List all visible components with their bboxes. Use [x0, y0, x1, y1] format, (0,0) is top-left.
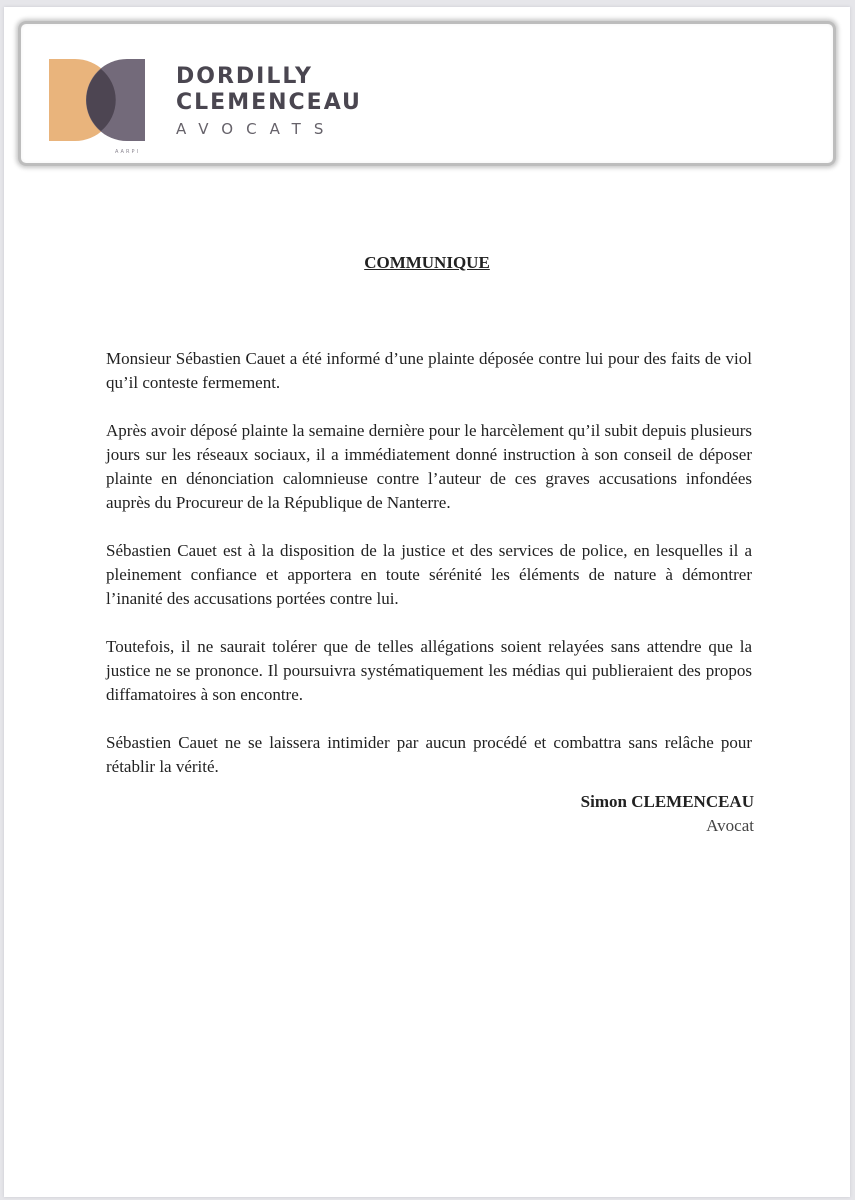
paragraph: Toutefois, il ne saurait tolérer que de telles allégations soient relayées sans attendre que la justice ne se prononce. Il poursuivra systématiquement les médias qui publieraient des propos diffamatoires à son encontre. [106, 637, 752, 704]
signature-role: Avocat [706, 816, 754, 835]
signature-block [581, 790, 754, 838]
paragraph: Monsieur Sébastien Cauet a été informé d’une plainte déposée contre lui pour des faits de viol qu’il conteste fermement. [106, 349, 752, 392]
firm-logo-icon [45, 57, 149, 157]
paragraph: Sébastien Cauet est à la disposition de la justice et des services de police, en lesquelles il a pleinement confiance et apportera en toute sérénité les éléments de nature à démontrer l’inanité des accusations portées contre lui. [106, 541, 752, 608]
signature-name: Simon CLEMENCEAU [580, 792, 754, 811]
firm-name-line3: AVOCATS [176, 120, 337, 138]
document-page [4, 7, 850, 1197]
firm-name-line1: DORDILLY [176, 64, 313, 89]
logo-caption: AARPI [115, 149, 140, 155]
paragraph: Après avoir déposé plainte la semaine dernière pour le harcèlement qu’il subit depuis plusieurs jours sur les réseaux sociaux, il a immédiatement donné instruction à son conseil de déposer plainte en dénonciation calomnieuse contre l’auteur de ces graves accusations infondées auprès du Procureur de la République de Nanterre. [106, 421, 752, 512]
document-body [106, 347, 752, 803]
firm-name-line2: CLEMENCEAU [176, 90, 362, 115]
paragraph: Sébastien Cauet ne se laissera intimider par aucun procédé et combattra sans relâche pour rétablir la vérité. [106, 733, 752, 776]
letterhead [18, 21, 836, 166]
firm-name [176, 64, 362, 138]
document-title: COMMUNIQUE [364, 253, 490, 272]
